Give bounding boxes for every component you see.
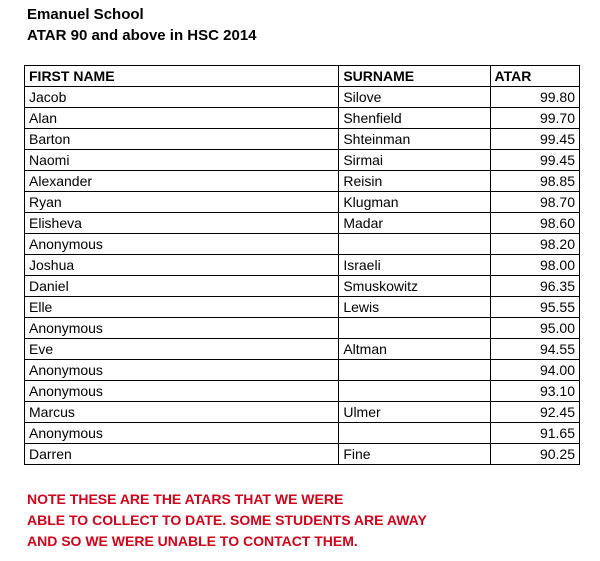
first-name-cell: Elisheva xyxy=(25,213,339,234)
atar-cell: 99.80 xyxy=(490,87,580,108)
surname-cell: Fine xyxy=(339,444,490,465)
first-name-cell: Marcus xyxy=(25,402,339,423)
atar-cell: 93.10 xyxy=(490,381,580,402)
atar-table xyxy=(24,65,580,465)
table-row xyxy=(25,213,580,234)
note-line: ABLE TO COLLECT TO DATE. SOME STUDENTS ARE AWAY xyxy=(27,512,427,528)
surname-cell: Klugman xyxy=(339,192,490,213)
first-name-cell: Darren xyxy=(25,444,339,465)
surname-cell xyxy=(339,360,490,381)
table-row xyxy=(25,129,580,150)
surname-cell: Lewis xyxy=(339,297,490,318)
page-title: ATAR 90 and above in HSC 2014 xyxy=(27,27,257,44)
table-header xyxy=(25,66,580,87)
first-name-cell: Anonymous xyxy=(25,360,339,381)
collection-note xyxy=(27,489,427,552)
surname-cell: Ulmer xyxy=(339,402,490,423)
table-row xyxy=(25,339,580,360)
atar-cell: 98.60 xyxy=(490,213,580,234)
first-name-cell: Daniel xyxy=(25,276,339,297)
note-line: NOTE THESE ARE THE ATARS THAT WE WERE xyxy=(27,491,344,507)
atar-cell: 94.55 xyxy=(490,339,580,360)
table-row xyxy=(25,423,580,444)
atar-cell: 95.00 xyxy=(490,318,580,339)
school-name: Emanuel School xyxy=(27,6,144,23)
table-row xyxy=(25,402,580,423)
atar-cell: 98.20 xyxy=(490,234,580,255)
first-name-cell: Joshua xyxy=(25,255,339,276)
surname-cell: Shteinman xyxy=(339,129,490,150)
surname-cell: Shenfield xyxy=(339,108,490,129)
table-body xyxy=(25,87,580,465)
surname-cell xyxy=(339,381,490,402)
table-row xyxy=(25,171,580,192)
atar-cell: 99.45 xyxy=(490,129,580,150)
first-name-cell: Alan xyxy=(25,108,339,129)
surname-cell xyxy=(339,318,490,339)
first-name-cell: Jacob xyxy=(25,87,339,108)
atar-cell: 92.45 xyxy=(490,402,580,423)
atar-cell: 94.00 xyxy=(490,360,580,381)
table-row xyxy=(25,318,580,339)
first-name-cell: Anonymous xyxy=(25,381,339,402)
first-name-cell: Anonymous xyxy=(25,318,339,339)
table-row xyxy=(25,381,580,402)
first-name-cell: Elle xyxy=(25,297,339,318)
table-row xyxy=(25,150,580,171)
header-row xyxy=(25,66,580,87)
surname-cell: Silove xyxy=(339,87,490,108)
atar-cell: 95.55 xyxy=(490,297,580,318)
surname-cell: Reisin xyxy=(339,171,490,192)
atar-cell: 98.70 xyxy=(490,192,580,213)
first-name-cell: Anonymous xyxy=(25,423,339,444)
first-name-cell: Eve xyxy=(25,339,339,360)
table-row xyxy=(25,87,580,108)
atar-cell: 99.45 xyxy=(490,150,580,171)
note-line: AND SO WE WERE UNABLE TO CONTACT THEM. xyxy=(27,533,358,549)
table-row xyxy=(25,444,580,465)
surname-cell xyxy=(339,234,490,255)
surname-cell: Madar xyxy=(339,213,490,234)
first-name-cell: Alexander xyxy=(25,171,339,192)
table-row xyxy=(25,192,580,213)
table-row xyxy=(25,234,580,255)
surname-cell: Smuskowitz xyxy=(339,276,490,297)
column-header-first-name: FIRST NAME xyxy=(25,66,339,87)
first-name-cell: Ryan xyxy=(25,192,339,213)
table-row xyxy=(25,297,580,318)
atar-cell: 96.35 xyxy=(490,276,580,297)
surname-cell: Israeli xyxy=(339,255,490,276)
first-name-cell: Barton xyxy=(25,129,339,150)
column-header-surname: SURNAME xyxy=(339,66,490,87)
surname-cell xyxy=(339,423,490,444)
atar-cell: 99.70 xyxy=(490,108,580,129)
first-name-cell: Anonymous xyxy=(25,234,339,255)
column-header-atar: ATAR xyxy=(490,66,580,87)
surname-cell: Sirmai xyxy=(339,150,490,171)
table-row xyxy=(25,255,580,276)
atar-cell: 98.85 xyxy=(490,171,580,192)
table-row xyxy=(25,360,580,381)
table-row xyxy=(25,276,580,297)
atar-cell: 90.25 xyxy=(490,444,580,465)
atar-cell: 98.00 xyxy=(490,255,580,276)
first-name-cell: Naomi xyxy=(25,150,339,171)
atar-cell: 91.65 xyxy=(490,423,580,444)
surname-cell: Altman xyxy=(339,339,490,360)
table-row xyxy=(25,108,580,129)
